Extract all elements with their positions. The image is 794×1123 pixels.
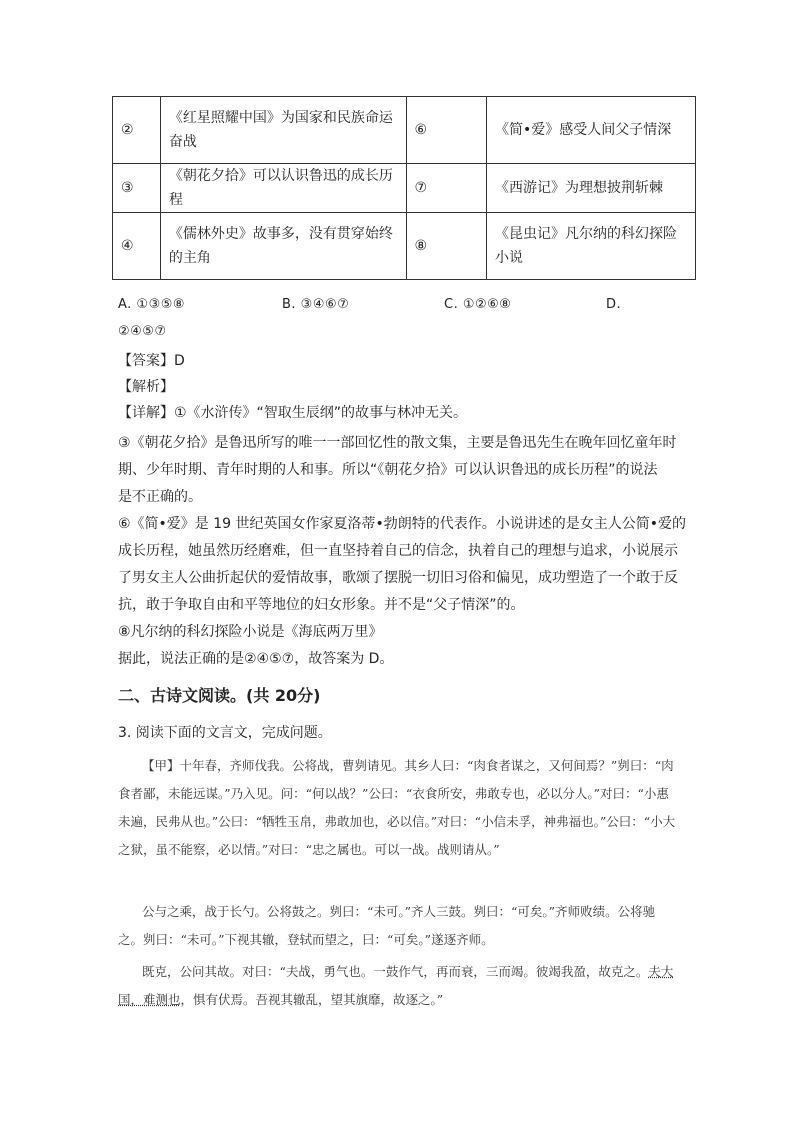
detail-conclusion: 据此，说法正确的是②④⑤⑦，故答案为 D。 <box>118 651 394 667</box>
item-number: ③ <box>113 164 161 213</box>
option-d-label: D. <box>606 297 622 312</box>
detail-p3-line-1: ③《朝花夕拾》是鲁迅所写的唯一一部回忆性的散文集，主要是鲁迅先生在晚年回忆童年时 <box>118 435 677 451</box>
classical-text <box>118 958 678 1014</box>
item-statement: 《朝花夕拾》可以认识鲁迅的成长历程 <box>160 164 406 213</box>
answer-line <box>118 350 185 372</box>
detail-p6-line-4: 抗，敢于争取自由和平等地位的妇女形象。并不是“父子情深”的。 <box>118 597 525 613</box>
table-row <box>113 97 696 164</box>
item-number: ④ <box>113 213 161 280</box>
item-number: ⑧ <box>406 213 487 280</box>
item-statement: 《昆虫记》凡尔纳的科幻探险小说 <box>487 213 696 280</box>
answer-value: D <box>174 353 185 369</box>
detail-p6-line-1: ⑥《简•爱》是 19 世纪英国女作家夏洛蒂•勃朗特的代表作。小说讲述的是女主人公简•爱的 <box>118 516 687 532</box>
item-number: ⑦ <box>406 164 487 213</box>
detail-p6-line-2: 成长历程，她虽然历经磨难，但一直坚持着自己的信念，执着自己的理想与追求，小说展示 <box>118 543 678 559</box>
underlined-phrase: 夫大国，难测也 <box>118 964 674 1007</box>
detail-p6-line-3: 了男女主人公曲折起伏的爱情故事，歌颂了摆脱一切旧习俗和偏见，成功塑造了一个敢于反 <box>118 570 678 586</box>
analysis-label: 【解析】 <box>118 379 174 395</box>
classical-paragraph-3 <box>118 958 678 1014</box>
item-statement: 《儒林外史》故事多，没有贯穿始终的主角 <box>160 213 406 280</box>
classical-text: 【甲】十年春，齐师伐我。公将战，曹刿请见。其乡人曰：“肉食者谋之，又何间焉？”刿曰：“肉食者鄙，未能远谋。”乃入见。问：“何以战？”公曰：“衣食所安，弗敢专也，必以分人。”对曰：“小惠未遍，民弗从也。”公曰：“牺牲玉帛，弗敢加也，必以信。”对曰：“小信未孚，神弗福也。”公曰：“小大之狱，虽不能察，必以情。”对曰：“忠之属也。可以一战。战则请从。” <box>118 758 676 857</box>
item-statement: 《西游记》为理想披荆斩棘 <box>487 164 696 213</box>
detail-p3-line-2: 期、少年时期、青年时期的人和事。所以“《朝花夕拾》可以认识鲁迅的成长历程”的说法 <box>118 462 658 478</box>
classical-text-part: 既克，公问其故。对曰：“夫战，勇气也。一鼓作气，再而衰，三而竭。彼竭我盈，故克之。 <box>142 964 649 979</box>
classical-paragraph-1 <box>118 752 678 864</box>
section-title: 二、古诗文阅读。(共 20分) <box>118 686 321 705</box>
classical-text-part: ，惧有伏焉。吾视其辙乱，望其旗靡，故逐之。” <box>180 992 444 1007</box>
detail-line-1: 【详解】①《水浒传》“智取生辰纲”的故事与林冲无关。 <box>118 405 468 421</box>
table-row <box>113 164 696 213</box>
item-number: ⑥ <box>406 97 487 164</box>
question-3-prompt: 3. 阅读下面的文言文，完成问题。 <box>118 725 332 741</box>
item-number: ② <box>113 97 161 164</box>
option-a: A. ①③⑤⑧ <box>118 297 186 312</box>
detail-p8: ⑧凡尔纳的科幻探险小说是《海底两万里》 <box>118 624 383 640</box>
classical-text: 公与之乘，战于长勺。公将鼓之。刿曰：“未可。”齐人三鼓。刿曰：“可矣。”齐师败绩。公将驰之。刿曰：“未可。”下视其辙，登轼而望之，曰：“可矣。”遂逐齐师。 <box>118 904 656 947</box>
table-row <box>113 213 696 280</box>
detail-p3-line-3: 是不正确的。 <box>118 489 202 505</box>
classical-paragraph-2 <box>118 898 678 954</box>
option-c: C. ①②⑥⑧ <box>444 297 512 312</box>
option-d-value: ②④⑤⑦ <box>118 324 167 339</box>
answer-label: 【答案】 <box>118 353 174 369</box>
item-statement: 《简•爱》感受人间父子情深 <box>487 97 696 164</box>
option-b: B. ③④⑥⑦ <box>282 297 350 312</box>
statement-table <box>112 96 696 280</box>
item-statement: 《红星照耀中国》为国家和民族命运奋战 <box>160 97 406 164</box>
